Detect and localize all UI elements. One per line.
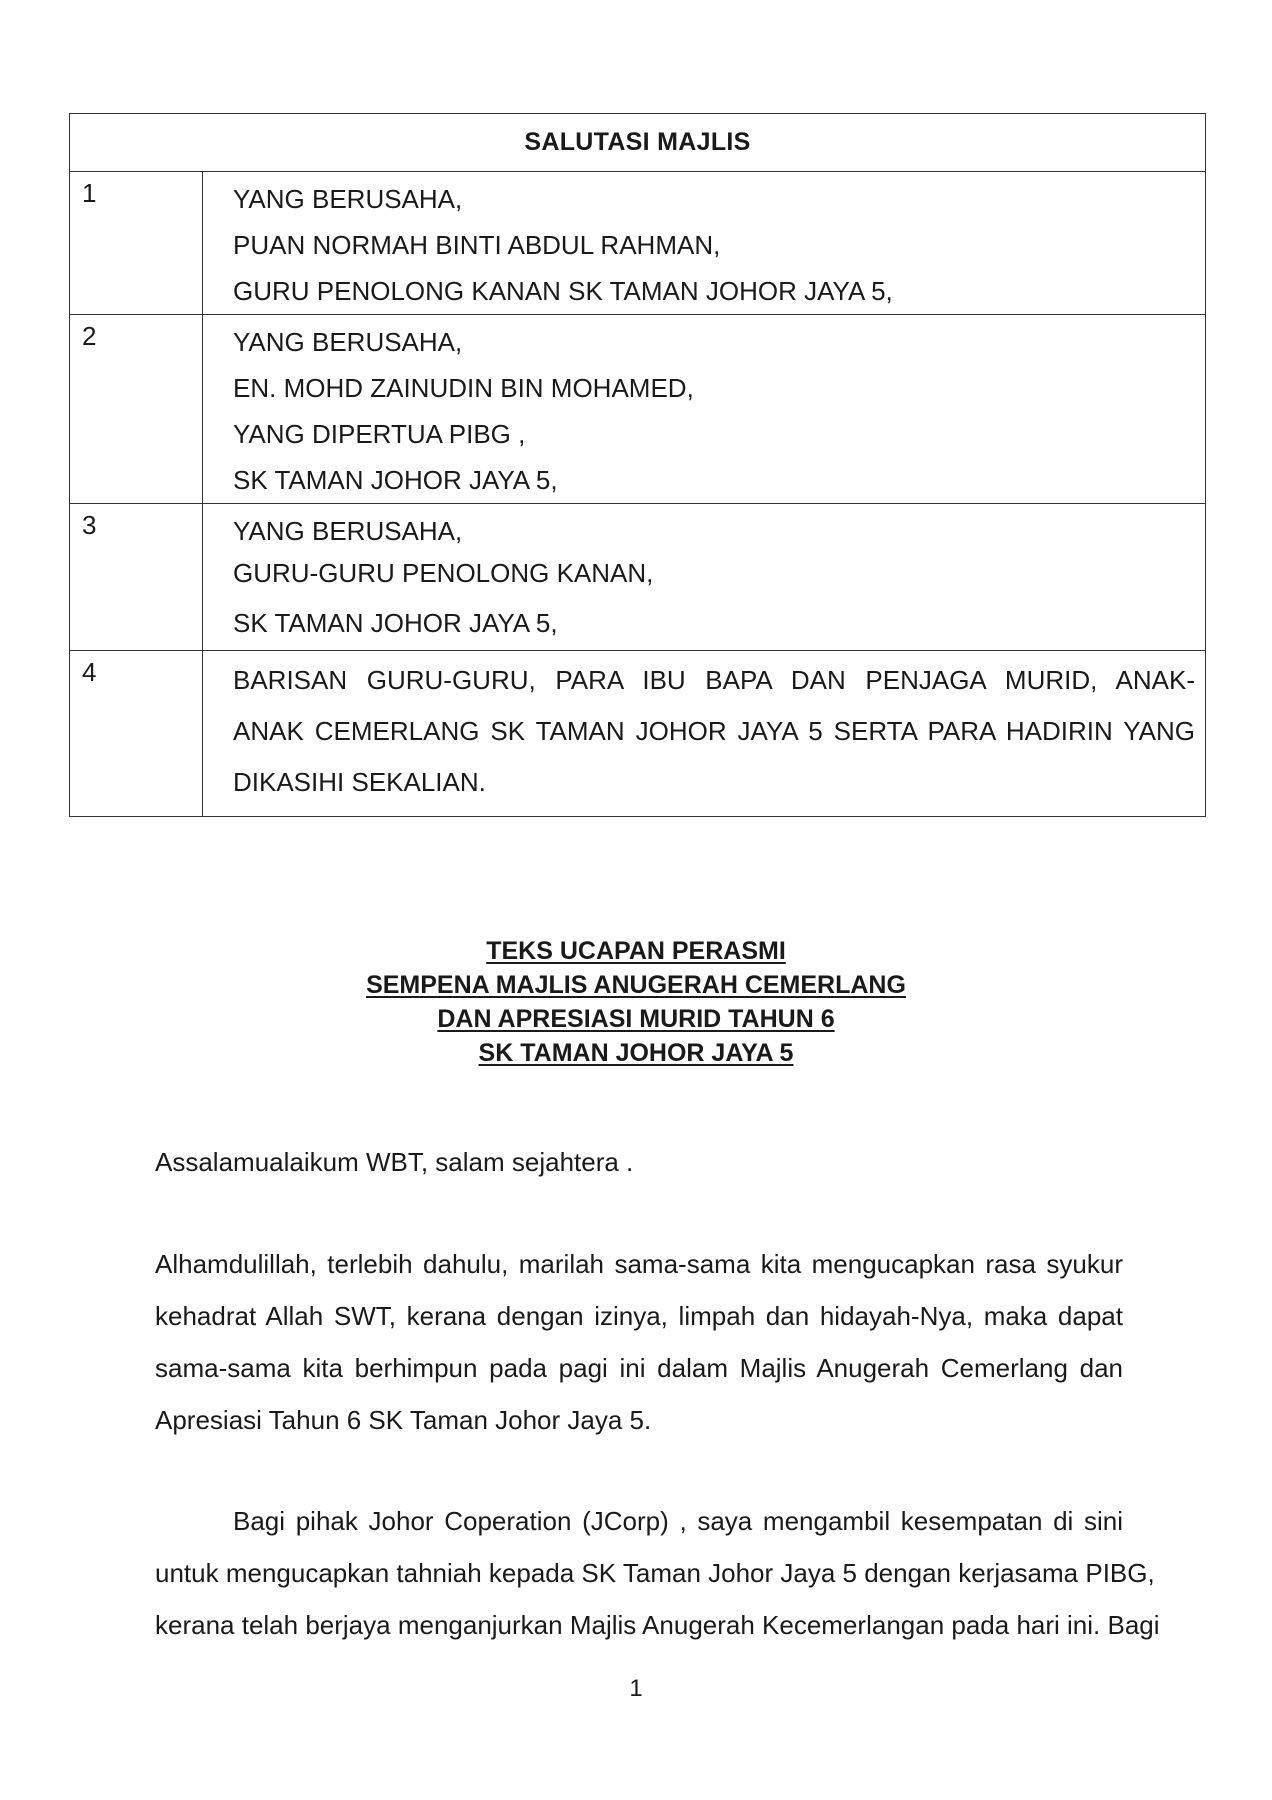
row-line: YANG BERUSAHA,: [233, 327, 463, 357]
row-line: GURU-GURU PENOLONG KANAN,: [233, 558, 654, 588]
paragraph-line: kehadrat Allah SWT, kerana dengan izinya, limpah dan hidayah-Nya, maka dapat: [155, 1301, 1123, 1331]
row-line: GURU PENOLONG KANAN SK TAMAN JOHOR JAYA 5,: [233, 276, 893, 306]
row-line: YANG BERUSAHA,: [233, 184, 463, 214]
table-row: [70, 315, 1206, 504]
title-line: SK TAMAN JOHOR JAYA 5: [478, 1039, 794, 1067]
paragraph-line: Apresiasi Tahun 6 SK Taman Johor Jaya 5.: [155, 1405, 652, 1435]
table-row: [70, 504, 1206, 651]
table-row: [70, 172, 1206, 315]
row-line: YANG DIPERTUA PIBG ,: [233, 419, 526, 449]
row-line: DIKASIHI SEKALIAN.: [233, 767, 486, 797]
table-header: SALUTASI MAJLIS: [70, 114, 1206, 172]
title-line: DAN APRESIASI MURID TAHUN 6: [437, 1005, 835, 1033]
row-text: [203, 315, 1206, 504]
table-row: [70, 651, 1206, 817]
row-number: 1: [70, 172, 203, 315]
paragraph-line: kerana telah berjaya menganjurkan Majlis Anugerah Kecemerlangan pada hari ini. Bagi: [155, 1610, 1160, 1640]
row-line: ANAK CEMERLANG SK TAMAN JOHOR JAYA 5 SERTA PARA HADIRIN YANG: [233, 716, 1195, 746]
paragraph-2: [155, 1495, 1160, 1651]
row-number: 3: [70, 504, 203, 651]
greeting: Assalamualaikum WBT, salam sejahtera .: [155, 1147, 634, 1177]
paragraph-line: Bagi pihak Johor Coperation (JCorp) , saya mengambil kesempatan di sini: [233, 1506, 1123, 1536]
speech-title: [0, 934, 1272, 1070]
row-line: PUAN NORMAH BINTI ABDUL RAHMAN,: [233, 230, 721, 260]
salutation-table: [69, 113, 1206, 817]
page-number: 1: [629, 1675, 643, 1702]
row-number: 2: [70, 315, 203, 504]
row-line: EN. MOHD ZAINUDIN BIN MOHAMED,: [233, 373, 694, 403]
paragraph-1: [155, 1238, 1123, 1446]
title-line: TEKS UCAPAN PERASMI: [486, 937, 786, 965]
row-number: 4: [70, 651, 203, 817]
row-line: BARISAN GURU-GURU, PARA IBU BAPA DAN PENJAGA MURID, ANAK-: [233, 665, 1195, 695]
row-text: [203, 172, 1206, 315]
row-text: [203, 504, 1206, 651]
paragraph-line: sama-sama kita berhimpun pada pagi ini dalam Majlis Anugerah Cemerlang dan: [155, 1353, 1123, 1383]
paragraph-line: untuk mengucapkan tahniah kepada SK Taman Johor Jaya 5 dengan kerjasama PIBG,: [155, 1558, 1155, 1588]
row-text: [203, 651, 1206, 817]
title-line: SEMPENA MAJLIS ANUGERAH CEMERLANG: [366, 971, 906, 999]
table-header-row: [70, 114, 1206, 172]
row-line: SK TAMAN JOHOR JAYA 5,: [233, 465, 558, 495]
row-line: YANG BERUSAHA,: [233, 516, 463, 546]
row-line: SK TAMAN JOHOR JAYA 5,: [233, 608, 558, 638]
paragraph-line: Alhamdulillah, terlebih dahulu, marilah sama-sama kita mengucapkan rasa syukur: [155, 1249, 1123, 1279]
